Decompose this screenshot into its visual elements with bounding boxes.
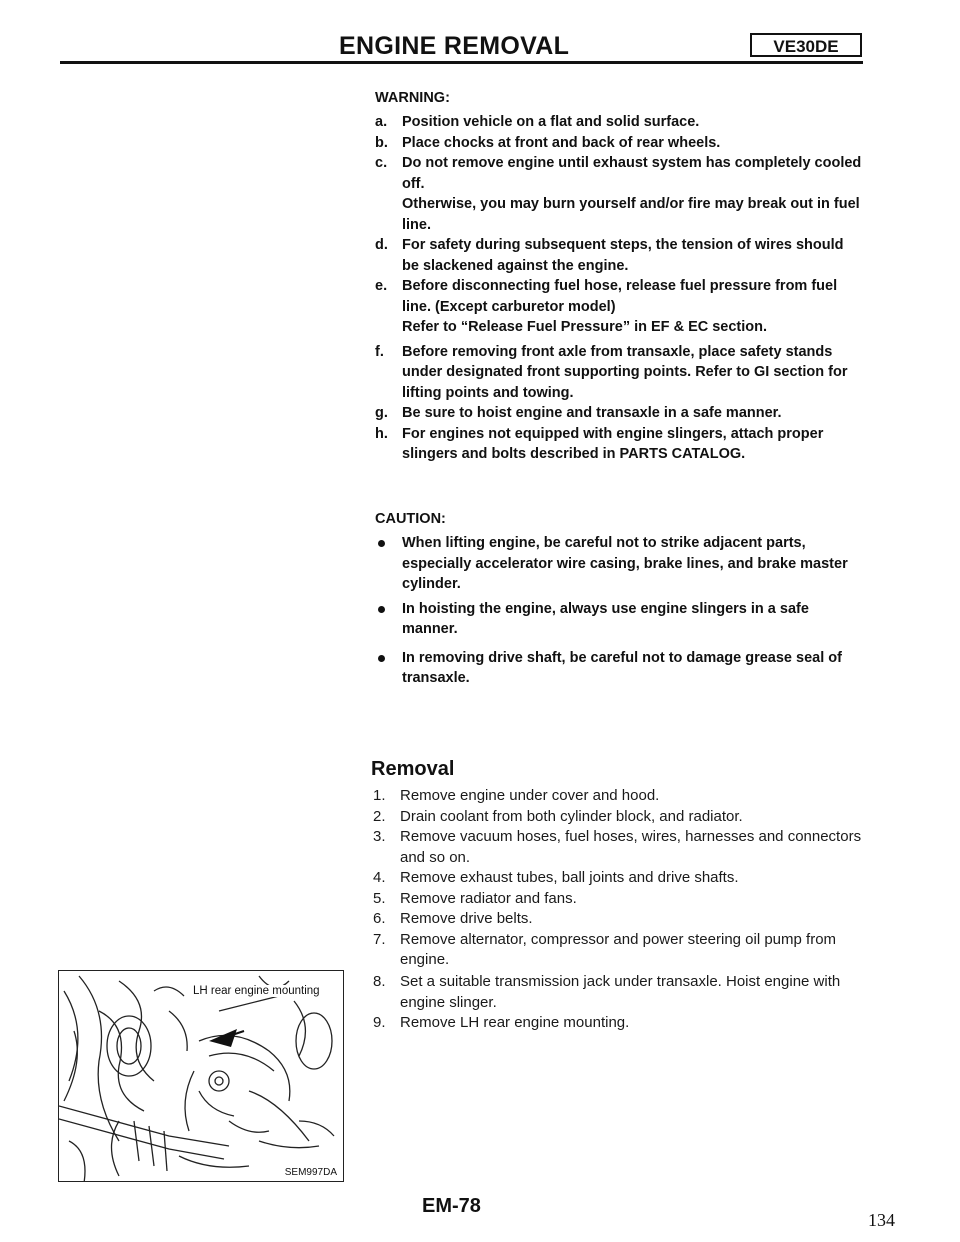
step-number: 6. [373, 910, 386, 927]
page-code: EM-78 [422, 1195, 481, 1217]
warning-item-label: h. [375, 425, 388, 442]
warning-item-label: a. [375, 114, 388, 130]
step-text: Drain coolant from both cylinder block, and radiator. [400, 807, 743, 825]
warning-item-text: For engines not equipped with engine slingers, attach proper slingers and bolts described in PARTS CATALOG. [402, 425, 824, 462]
warning-item-text: Position vehicle on a flat and solid surface. [402, 114, 700, 130]
step-number: 4. [373, 869, 386, 886]
caution-item-text: When lifting engine, be careful not to strike adjacent parts, especially accelerator wire casing, brake lines, and brake master cylinder. [402, 535, 848, 592]
bullet-icon [378, 655, 385, 662]
bullet-icon [378, 606, 385, 613]
step-number: 1. [373, 787, 386, 804]
step-number: 3. [373, 828, 386, 845]
warning-item-label: d. [375, 237, 388, 253]
warning-item [375, 112, 863, 133]
warning-heading: WARNING: [375, 90, 450, 106]
engine-mounting-illustration [58, 970, 344, 1182]
warning-item-label: e. [375, 278, 388, 294]
warning-item-text: Do not remove engine until exhaust system has completely cooled off. [402, 155, 862, 192]
figure-code: SEM997DA [284, 1167, 337, 1178]
warning-item [375, 424, 863, 465]
caution-item [375, 648, 863, 689]
step-number: 7. [373, 930, 386, 948]
removal-heading: Removal [371, 758, 455, 780]
removal-step [373, 786, 863, 807]
warning-item-label: f. [375, 343, 384, 360]
removal-steps-continued [373, 972, 863, 1034]
step-number: 2. [373, 807, 386, 825]
bullet-icon [378, 540, 385, 547]
step-text: Remove LH rear engine mounting. [400, 1014, 630, 1031]
warning-item-text: Before disconnecting fuel hose, release fuel pressure from fuel line. (Except carburetor model) [402, 278, 838, 315]
warning-list [375, 112, 863, 465]
step-text: Set a suitable transmission jack under transaxle. Hoist engine with engine slinger. [400, 973, 841, 1011]
engine-model-badge: VE30DE [750, 33, 862, 57]
removal-step [373, 972, 863, 1013]
warning-item-extra: Refer to “Release Fuel Pressure” in EF & EC section. [402, 319, 768, 335]
removal-step [373, 909, 863, 930]
step-text: Remove exhaust tubes, ball joints and drive shafts. [400, 869, 739, 886]
step-number: 9. [373, 1014, 386, 1031]
warning-item [375, 235, 863, 276]
warning-item [375, 153, 863, 235]
step-number: 5. [373, 889, 386, 907]
removal-step [373, 930, 863, 971]
removal-steps [373, 786, 863, 971]
page-title: ENGINE REMOVAL [339, 32, 570, 60]
header-rule [60, 61, 863, 64]
removal-step [373, 827, 863, 868]
warning-item [375, 276, 863, 338]
engine-bay-drawing [59, 971, 344, 1182]
figure-callout-label: LH rear engine mounting [193, 985, 320, 997]
warning-item-label: c. [375, 155, 388, 171]
caution-list [375, 533, 863, 693]
warning-item-label: b. [375, 134, 388, 151]
step-text: Remove vacuum hoses, fuel hoses, wires, harnesses and connectors and so on. [400, 828, 862, 866]
warning-item [375, 342, 863, 404]
warning-item-extra: Otherwise, you may burn yourself and/or fire may break out in fuel line. [402, 196, 860, 233]
caution-heading: CAUTION: [375, 511, 446, 527]
warning-item-text: For safety during subsequent steps, the tension of wires should be slackened against the engine. [402, 237, 844, 274]
step-text: Remove drive belts. [400, 910, 533, 927]
caution-item-text: In removing drive shaft, be careful not to damage grease seal of transaxle. [402, 649, 842, 686]
step-text: Remove engine under cover and hood. [400, 787, 660, 804]
warning-item-label: g. [375, 405, 388, 421]
warning-item-text: Be sure to hoist engine and transaxle in a safe manner. [402, 405, 782, 421]
step-text: Remove alternator, compressor and power steering oil pump from engine. [400, 930, 837, 968]
warning-item [375, 403, 863, 424]
warning-item [375, 133, 863, 154]
caution-item [375, 533, 863, 595]
removal-step [373, 1013, 863, 1034]
caution-item [375, 599, 863, 640]
warning-item-text: Before removing front axle from transaxle, place safety stands under designated front supporting points. Refer to GI section for lifting points and towing. [402, 343, 848, 401]
page-index: 134 [868, 1210, 895, 1230]
step-text: Remove radiator and fans. [400, 889, 577, 907]
warning-item-text: Place chocks at front and back of rear wheels. [402, 134, 721, 151]
removal-step [373, 807, 863, 828]
caution-item-text: In hoisting the engine, always use engine slingers in a safe manner. [402, 600, 809, 637]
removal-step [373, 868, 863, 889]
step-number: 8. [373, 973, 386, 990]
removal-step [373, 889, 863, 910]
